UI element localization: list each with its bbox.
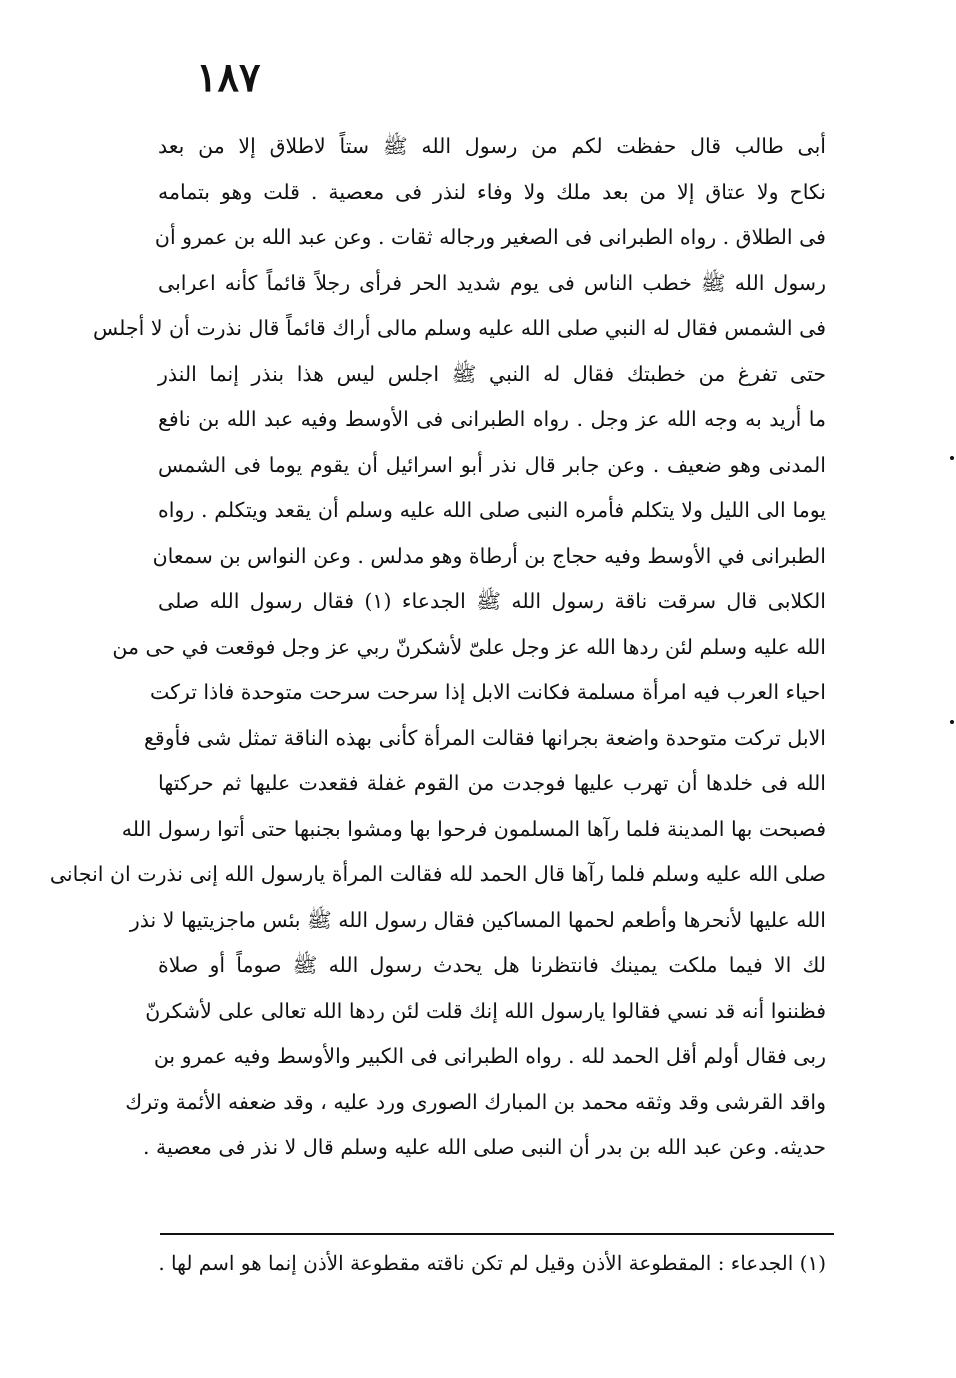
margin-speck xyxy=(950,720,954,724)
text-line: احياء العرب فيه امرأة مسلمة فكانت الابل إذا سرحت سرحت متوحدة فاذا تركت xyxy=(150,680,826,704)
body-text xyxy=(49,124,826,1171)
text-line: رسول الله ﷺ خطب الناس فى يوم شديد الحر فرأى رجلاً قائماً كأنه اعرابى xyxy=(158,270,826,295)
text-line: ربى فقال أولم أقل الحمد لله . رواه الطبرانى فى الكبير والأوسط وفيه عمرو بن xyxy=(153,1044,826,1068)
text-line: لك الا فيما ملكت يمينك فانتظرنا هل يحدث رسول الله ﷺ صوماً أو صلاة xyxy=(158,953,826,977)
text-line: فى الشمس فقال له النبي صلى الله عليه وسلم مالى أراك قائماً قال نذرت أن لا أجلس xyxy=(93,316,826,340)
text-line: نكاح ولا عتاق إلا من بعد ملك ولا وفاء لنذر فى معصية . قلت وهو بتمامه xyxy=(158,179,826,204)
footnote-divider xyxy=(160,1233,834,1235)
margin-speck xyxy=(950,456,954,460)
text-line: الله عليه وسلم لئن ردها الله عز وجل علىّ لأشكرنّ ربي عز وجل فوقعت في حى من xyxy=(112,634,826,659)
text-line: الابل تركت متوحدة واضعة بجرانها فقالت المرأة كأنى بهذه الناقة تمثل شى فأوقع xyxy=(143,725,826,750)
text-line: فظننوا أنه قد نسي فقالوا يارسول الله إنك قلت لئن ردها الله تعالى على لأشكرنّ xyxy=(145,998,826,1023)
text-line: أبى طالب قال حفظت لكم من رسول الله ﷺ ستاً لاطلاق إلا من بعد xyxy=(158,134,826,158)
text-line: الله عليها لأنحرها وأطعم لحمها المساكين فقال رسول الله ﷺ بئس ماجزيتيها لا نذر xyxy=(129,907,826,932)
text-line: صلى الله عليه وسلم فلما رآها قال الحمد لله فقالت المرأة يارسول الله إنى نذرت ان انجانى xyxy=(49,862,826,886)
text-line: فى الطلاق . رواه الطبرانى فى الصغير ورجاله ثقات . وعن عبد الله بن عمرو أن xyxy=(154,225,826,249)
text-line: الكلابى قال سرقت ناقة رسول الله ﷺ الجدعاء (١) فقال رسول الله صلى xyxy=(158,589,826,613)
footnote: (١) الجدعاء : المقطوعة الأذن وقيل لم تكن ناقته مقطوعة الأذن إنما هو اسم لها . xyxy=(158,1251,826,1275)
text-line: ما أريد به وجه الله عز وجل . رواه الطبرانى فى الأوسط وفيه عبد الله بن نافع xyxy=(158,407,826,431)
text-line: فصبحت بها المدينة فلما رآها المسلمون فرحوا بها ومشوا بجنبها حتى أتوا رسول الله xyxy=(121,816,826,841)
text-line: الله فى خلدها أن تهرب عليها فوجدت من القوم غفلة فقعدت عليها ثم حركتها xyxy=(158,771,826,795)
text-line: حديثه. وعن عبد الله بن بدر أن النبى صلى الله عليه وسلم قال لا نذر فى معصية . xyxy=(143,1135,826,1159)
text-line: يوما الى الليل ولا يتكلم فأمره النبى صلى الله عليه وسلم أن يقعد ويتكلم . رواه xyxy=(158,498,826,522)
page-number: ١٨٧ xyxy=(196,54,261,101)
text-line: واقد القرشى وقد وثقه محمد بن المبارك الصورى ورد عليه ، وقد ضعفه الأئمة وترك xyxy=(125,1089,826,1114)
text-line: حتى تفرغ من خطبتك فقال له النبي ﷺ اجلس ليس هذا بنذر إنما النذر xyxy=(158,361,826,386)
text-line: الطبرانى في الأوسط وفيه حجاج بن أرطاة وهو مدلس . وعن النواس بن سمعان xyxy=(152,543,826,568)
text-line: المدنى وهو ضعيف . وعن جابر قال نذر أبو اسرائيل أن يقوم يوما فى الشمس xyxy=(158,452,826,477)
